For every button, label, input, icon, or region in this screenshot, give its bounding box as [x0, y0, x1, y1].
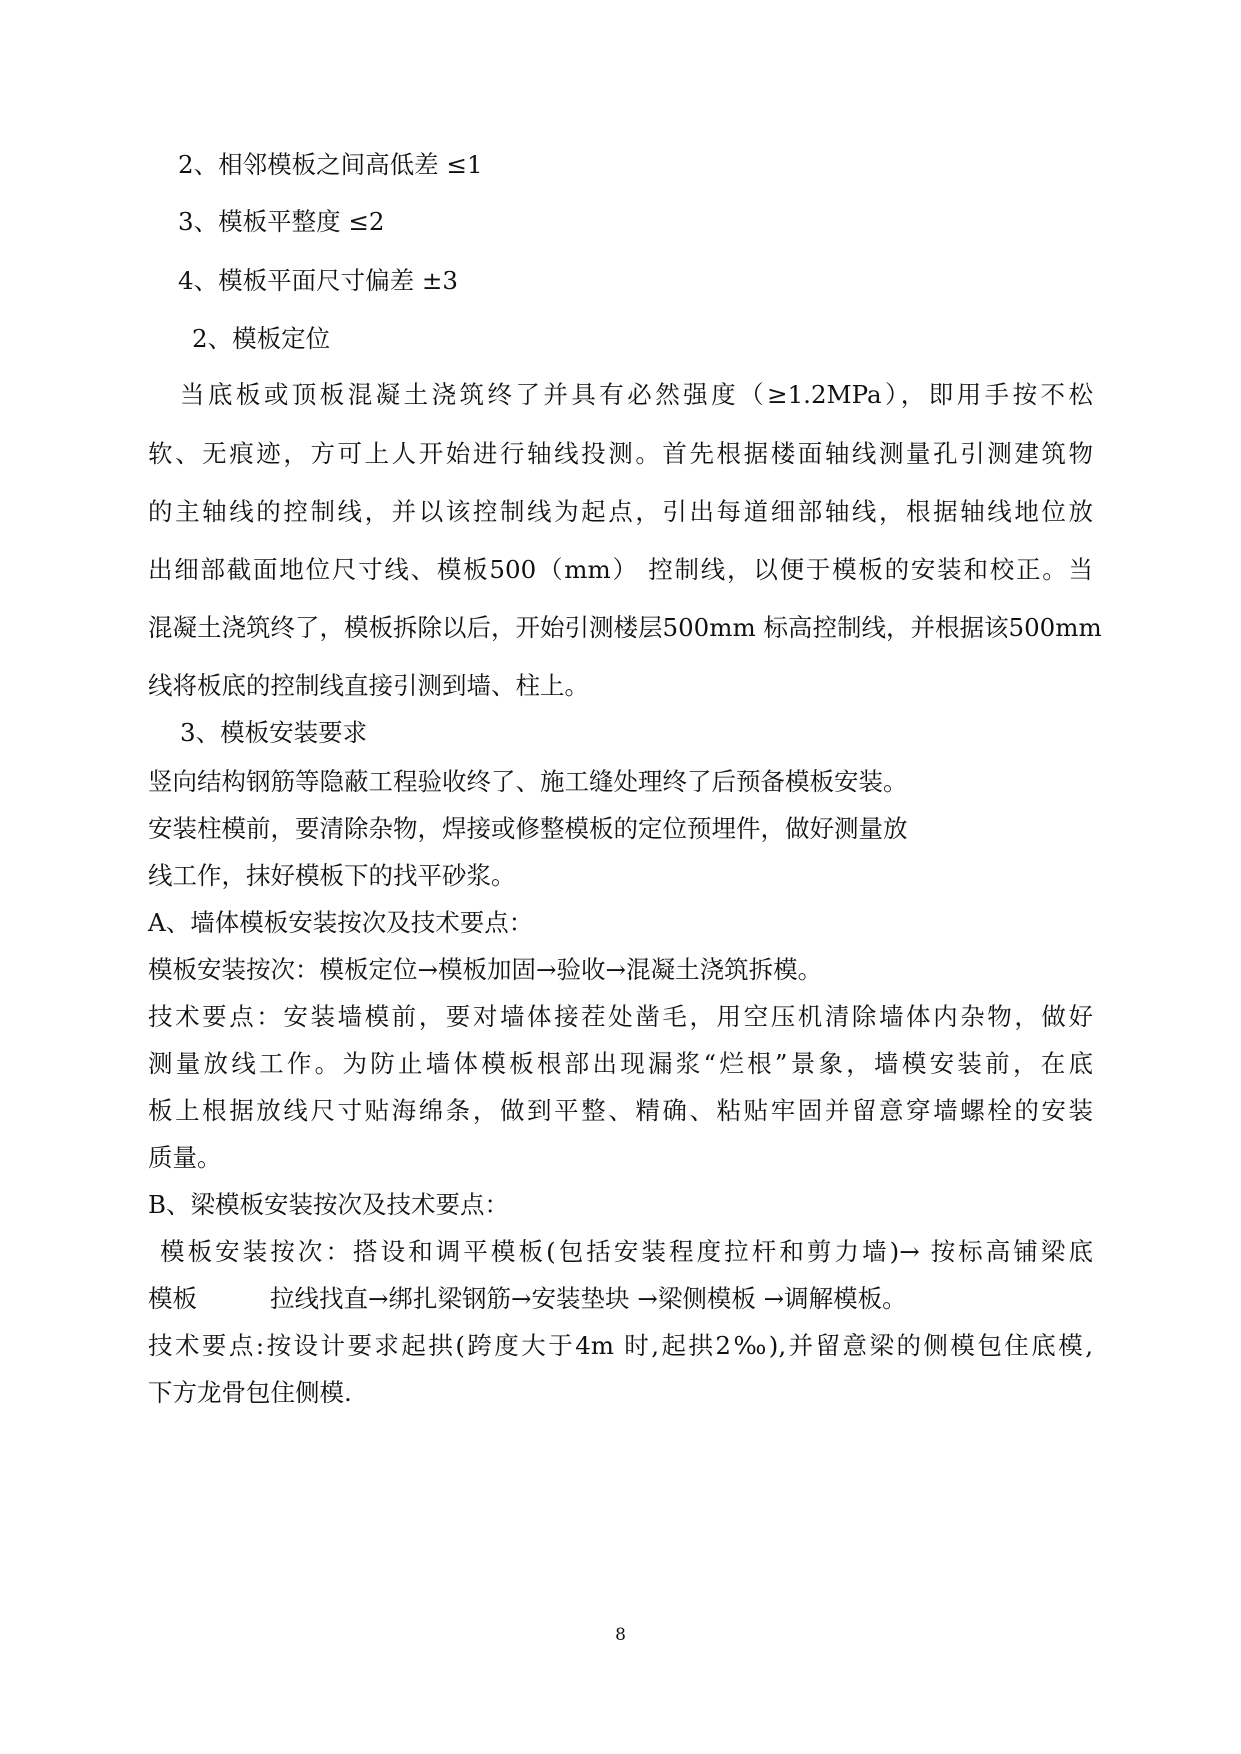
part-a-tech-line-4: 质量。	[148, 1143, 222, 1172]
page-number: 8	[615, 1625, 626, 1645]
paragraph-positioning-line-1: 当底板或顶板混凝土浇筑终了并具有必然强度（≥1.2MPa），即用手按不松	[180, 380, 1093, 409]
paragraph-positioning-line-2: 软、无痕迹，方可上人开始进行轴线投测。首先根据楼面轴线测量孔引测建筑物	[148, 439, 1093, 468]
part-b-sequence-line-2-start: 模板	[148, 1284, 197, 1313]
installation-requirements-line-1: 竖向结构钢筋等隐蔽工程验收终了、施工缝处理终了后预备模板安装。	[148, 767, 908, 796]
installation-requirements-line-3: 线工作，抹好模板下的找平砂浆。	[148, 861, 516, 890]
tolerance-item-height-difference: 2、相邻模板之间高低差 ≤1	[178, 150, 483, 179]
paragraph-positioning-line-4: 出细部截面地位尺寸线、模板500（mm） 控制线，以便于模板的安装和校正。当	[148, 555, 1093, 584]
part-a-tech-line-3: 板上根据放线尺寸贴海绵条，做到平整、精确、粘贴牢固并留意穿墙螺栓的安装	[148, 1096, 1093, 1125]
part-a-installation-sequence: 模板安装按次：模板定位→模板加固→验收→混凝土浇筑拆模。	[148, 955, 823, 984]
tolerance-item-dimension-deviation: 4、模板平面尺寸偏差 ±3	[178, 266, 458, 295]
part-a-heading: A、墙体模板安装按次及技术要点：	[148, 908, 534, 937]
part-b-tech-line-2: 下方龙骨包住侧模.	[148, 1378, 352, 1407]
part-b-sequence-line-1: 模板安装按次：搭设和调平模板(包括安装程度拉杆和剪力墙)→ 按标高铺梁底	[160, 1237, 1093, 1266]
paragraph-positioning-line-6: 线将板底的控制线直接引测到墙、柱上。	[148, 671, 589, 700]
paragraph-positioning-line-5: 混凝土浇筑终了，模板拆除以后，开始引测楼层500mm 标高控制线，并根据该500mm	[148, 613, 1102, 642]
part-a-tech-line-2: 测量放线工作。为防止墙体模板根部出现漏浆“烂根”景象，墙模安装前，在底	[148, 1049, 1093, 1078]
part-b-sequence-line-2-rest: 拉线找直→绑扎梁钢筋→安装垫块 →梁侧模板 →调解模板。	[270, 1284, 907, 1313]
part-b-tech-line-1: 技术要点:按设计要求起拱(跨度大于4m 时,起拱2‰),并留意梁的侧模包住底模,	[148, 1331, 1093, 1360]
section-heading-installation-requirements: 3、模板安装要求	[180, 718, 368, 747]
part-a-tech-line-1: 技术要点：安装墙模前，要对墙体接茬处凿毛，用空压机清除墙体内杂物，做好	[148, 1002, 1093, 1031]
part-b-heading: B、梁模板安装按次及技术要点：	[148, 1190, 510, 1219]
tolerance-item-flatness: 3、模板平整度 ≤2	[178, 207, 385, 236]
paragraph-positioning-line-3: 的主轴线的控制线，并以该控制线为起点，引出每道细部轴线，根据轴线地位放	[148, 497, 1093, 526]
section-heading-formwork-positioning: 2、模板定位	[192, 324, 331, 353]
installation-requirements-line-2: 安装柱模前，要清除杂物，焊接或修整模板的定位预埋件，做好测量放	[148, 814, 908, 843]
